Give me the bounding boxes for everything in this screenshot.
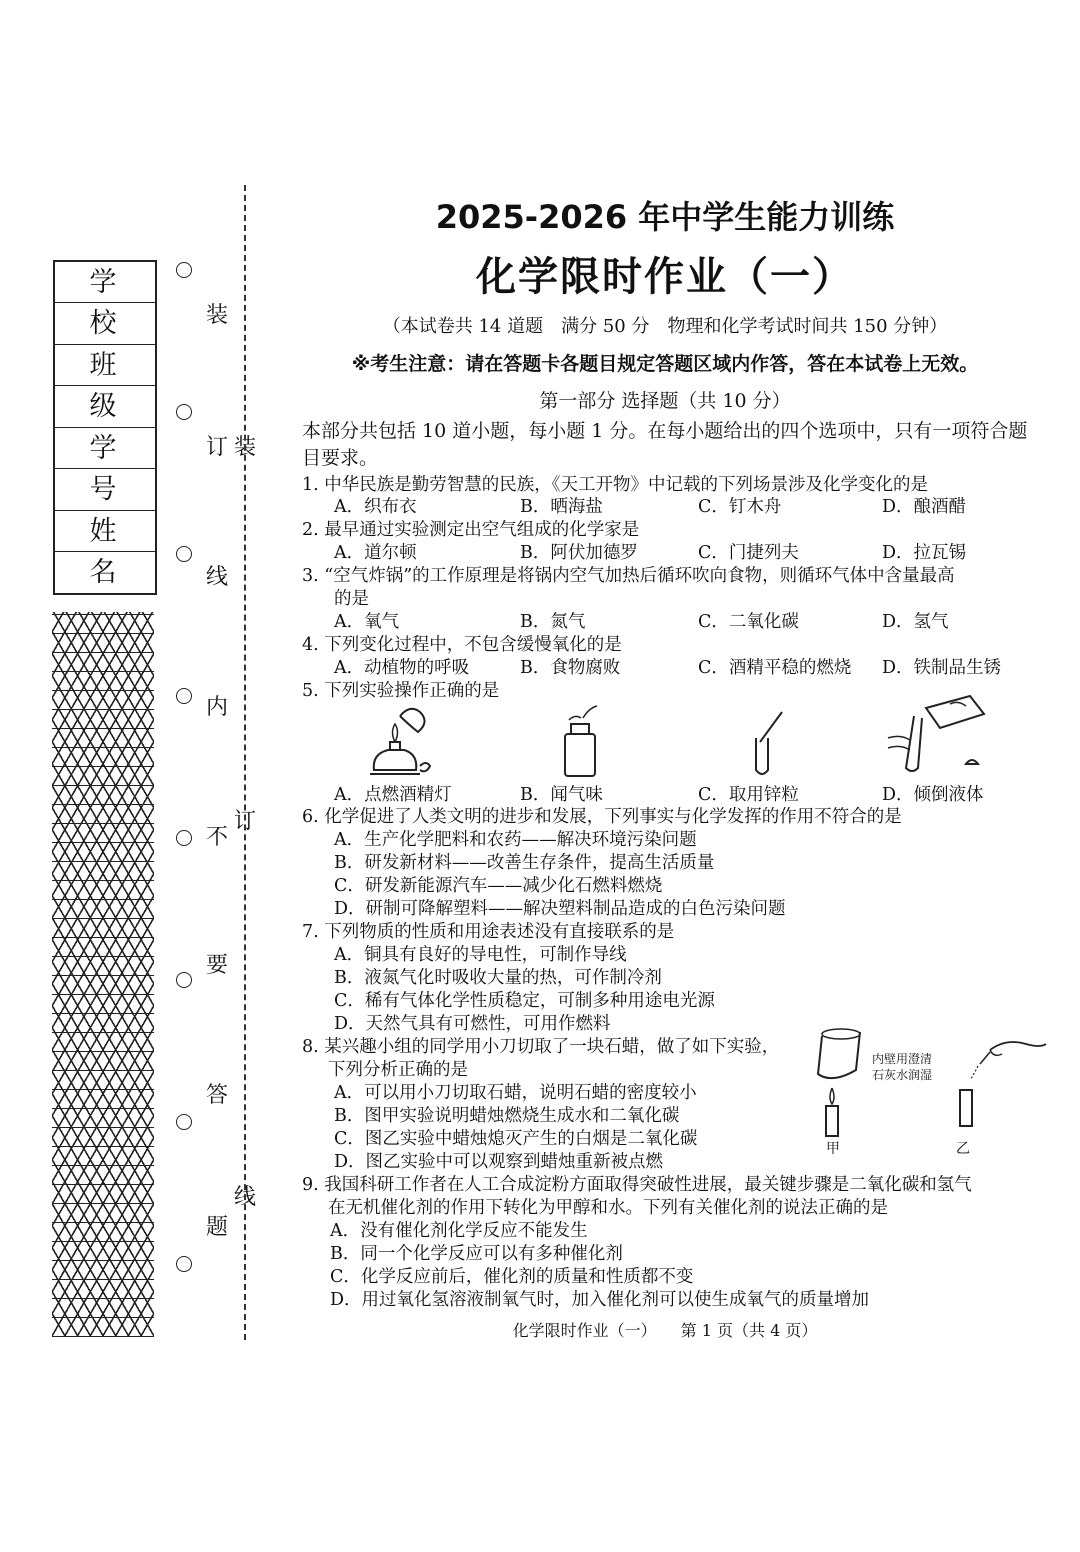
option: B．氮气 [520, 612, 586, 632]
gas-bottle-figure [555, 704, 615, 780]
label-name: 姓 名 [55, 511, 155, 552]
option: B．液氮气化时吸收大量的热，可作制冷剂 [334, 968, 662, 988]
student-info-table [53, 260, 157, 595]
question-stem: 7. 下列物质的性质和用途表述没有直接联系的是 [302, 922, 675, 942]
option: C．稀有气体化学性质稳定，可制多种用途电光源 [334, 991, 715, 1011]
option: A．织布衣 [334, 497, 417, 517]
binding-hole [176, 1256, 192, 1272]
security-pattern [52, 612, 154, 1337]
option: A．可以用小刀切取石蜡，说明石蜡的密度较小 [334, 1083, 697, 1103]
exam-info: （本试卷共 14 道题 满分 50 分 物理和化学考试时间共 150 分钟） [382, 316, 948, 337]
option: D．图乙实验中可以观察到蜡烛重新被点燃 [334, 1152, 664, 1172]
candle-beaker-figure [810, 1028, 870, 1140]
binding-char: 题 [206, 1215, 229, 1240]
label-student-no: 学 号 [55, 428, 155, 469]
option: A．没有催化剂化学反应不能发生 [330, 1221, 588, 1241]
option: C．化学反应前后，催化剂的质量和性质都不变 [330, 1267, 694, 1287]
option: D．研制可降解塑料——解决塑料制品造成的白色污染问题 [334, 899, 786, 919]
binding-hole [176, 546, 192, 562]
exam-title: 化学限时作业（一） [476, 254, 854, 300]
binding-char: 装 [206, 303, 229, 328]
option: D．天然气具有可燃性，可用作燃料 [334, 1014, 611, 1034]
option: C．二氧化碳 [698, 612, 799, 632]
pour-liquid-figure [880, 694, 1000, 778]
option: A．动植物的呼吸 [334, 658, 470, 678]
binding-char: 线 [234, 1185, 257, 1210]
option: D．酿酒醋 [882, 497, 967, 517]
binding-char: 要 [206, 953, 229, 978]
option: C．门捷列夫 [698, 543, 799, 563]
question-stem-cont: 下列分析正确的是 [328, 1060, 468, 1080]
exam-series-title: 2025-2026 年中学生能力训练 [435, 198, 895, 236]
binding-hole [176, 688, 192, 704]
option: C．取用锌粒 [698, 785, 799, 805]
option: B．晒海盐 [520, 497, 603, 517]
option: B．阿伏加德罗 [520, 543, 638, 563]
option: A．生产化学肥料和农药——解决环境污染问题 [334, 830, 697, 850]
binding-hole [176, 1114, 192, 1130]
option: B．研发新材料——改善生存条件，提高生活质量 [334, 853, 715, 873]
binding-char: 答 [206, 1083, 229, 1108]
option: B．图甲实验说明蜡烛燃烧生成水和二氧化碳 [334, 1106, 680, 1126]
binding-char: 装 [234, 435, 257, 460]
binding-hole [176, 404, 192, 420]
binding-char: 内 [206, 695, 229, 720]
option: B．闻气味 [520, 785, 603, 805]
alcohol-lamp-figure [360, 704, 440, 780]
option: B．食物腐败 [520, 658, 621, 678]
candle-relight-figure [950, 1034, 1050, 1134]
option: D．倾倒液体 [882, 785, 984, 805]
label-school: 学 校 [55, 262, 155, 303]
option: D．拉瓦锡 [882, 543, 967, 563]
binding-hole [176, 972, 192, 988]
question-stem: 1. 中华民族是勤劳智慧的民族，《天工开物》中记载的下列场景涉及化学变化的是 [302, 475, 929, 495]
question-stem: 8. 某兴趣小组的同学用小刀切取了一块石蜡，做了如下实验， [302, 1037, 780, 1057]
part-intro: 本部分共包括 10 道小题，每小题 1 分。在每小题给出的四个选项中，只有一项符合题目要求。 [302, 420, 1028, 469]
option: C．钉木舟 [698, 497, 782, 517]
part-heading: 第一部分 选择题（共 10 分） [539, 390, 791, 412]
question-stem: 9. 我国科研工作者在人工合成淀粉方面取得突破性进展，最关键步骤是二氧化碳和氢气 [302, 1175, 972, 1195]
option: A．铜具有良好的导电性，可制作导线 [334, 945, 627, 965]
option: A．道尔顿 [334, 543, 417, 563]
label-class: 班 级 [55, 345, 155, 386]
question-stem: 2. 最早通过实验测定出空气组成的化学家是 [302, 520, 640, 540]
binding-hole [176, 262, 192, 278]
binding-char: 线 [206, 565, 229, 590]
figure-label: 石灰水润湿 [872, 1068, 933, 1082]
option: C．研发新能源汽车——减少化石燃料燃烧 [334, 876, 663, 896]
binding-char: 订 [206, 435, 229, 460]
exam-notice: ※考生注意：请在答题卡各题目规定答题区域内作答，答在本试卷上无效。 [351, 353, 979, 375]
option: D．用过氧化氢溶液制氧气时，加入催化剂可以使生成氧气的质量增加 [330, 1290, 870, 1310]
option: C．酒精平稳的燃烧 [698, 658, 852, 678]
question-stem: 3. “空气炸锅”的工作原理是将锅内空气加热后循环吹向食物，则循环气体中含量最高 [302, 566, 955, 586]
question-stem: 5. 下列实验操作正确的是 [302, 681, 500, 701]
question-stem: 6. 化学促进了人类文明的进步和发展，下列事实与化学发挥的作用不符合的是 [302, 807, 902, 827]
binding-char: 订 [234, 809, 257, 834]
figure-label-yi: 乙 [956, 1141, 970, 1157]
binding-char: 不 [206, 825, 229, 850]
option: A．氧气 [334, 612, 400, 632]
option: D．氢气 [882, 612, 949, 632]
test-tube-figure [740, 708, 790, 778]
option: C．图乙实验中蜡烛熄灭产生的白烟是二氧化碳 [334, 1129, 698, 1149]
question-stem-cont: 在无机催化剂的作用下转化为甲醇和水。下列有关催化剂的说法正确的是 [328, 1198, 888, 1218]
question-stem-cont: 的是 [334, 589, 369, 609]
binding-hole [176, 830, 192, 846]
figure-label: 内壁用澄清 [872, 1052, 933, 1066]
figure-label-jia: 甲 [826, 1141, 840, 1157]
page-footer: 化学限时作业（一） 第 1 页（共 4 页） [512, 1321, 818, 1340]
question-stem: 4. 下列变化过程中，不包含缓慢氧化的是 [302, 635, 622, 655]
option: A．点燃酒精灯 [334, 785, 452, 805]
option: B．同一个化学反应可以有多种催化剂 [330, 1244, 623, 1264]
option: D．铁制品生锈 [882, 658, 1002, 678]
binding-line [244, 185, 246, 1340]
